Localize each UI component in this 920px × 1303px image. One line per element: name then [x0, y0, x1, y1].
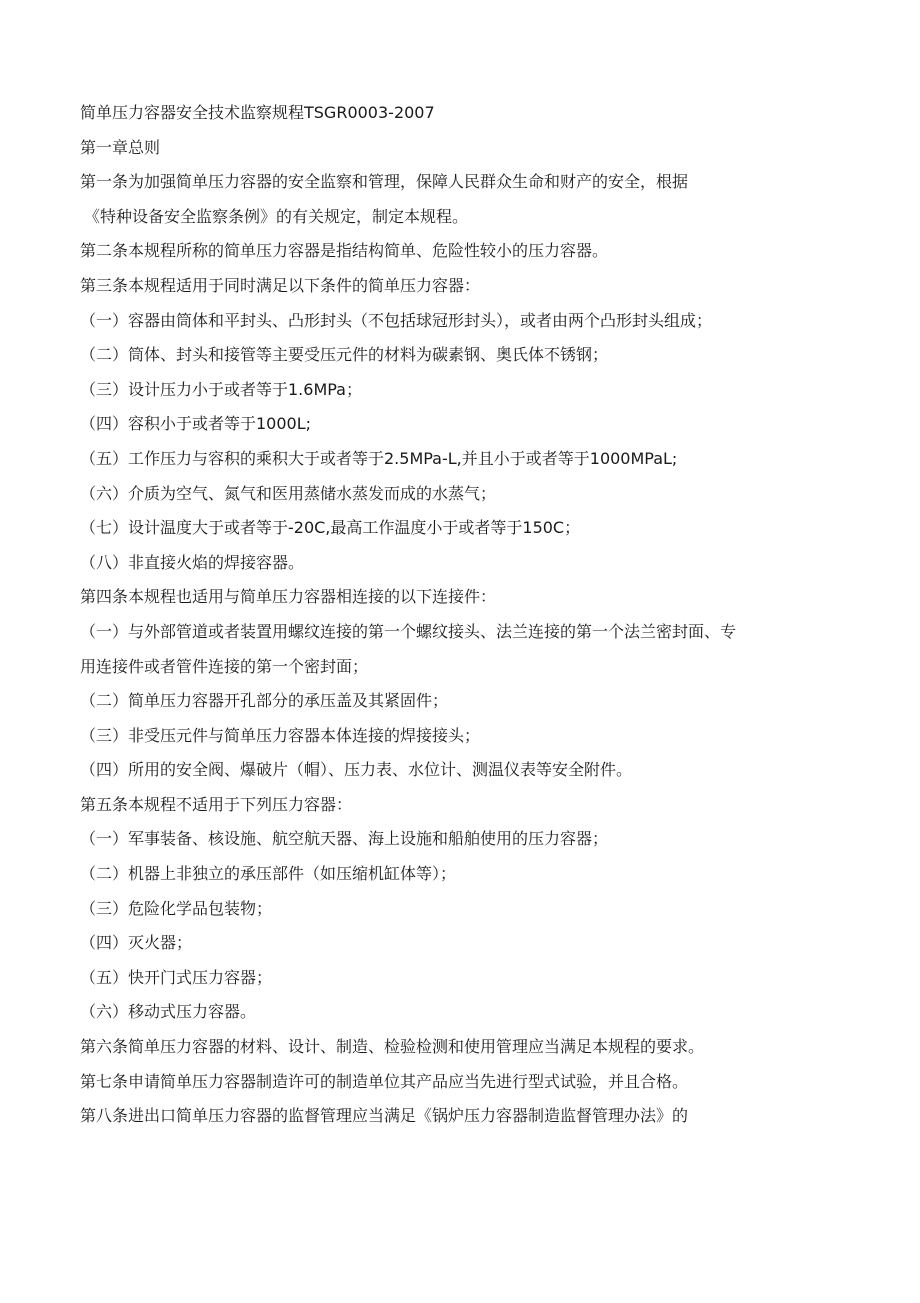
list-item: （四）所用的安全阀、爆破片（帽）、压力表、水位计、测温仪表等安全附件。 [80, 760, 633, 780]
list-item: （七）设计温度大于或者等于-20C,最高工作温度小于或者等于150C； [80, 518, 581, 538]
paragraph-line: 用连接件或者管件连接的第一个密封面； [80, 656, 369, 676]
list-item: （八）非直接火焰的焊接容器。 [80, 552, 305, 572]
paragraph-line: 第一条为加强简单压力容器的安全监察和管理，保障人民群众生命和财产的安全，根据 [80, 172, 689, 192]
document-body [80, 96, 860, 1134]
list-item: （四）容积小于或者等于1000L; [80, 414, 312, 434]
paragraph-line: 第四条本规程也适用与简单压力容器相连接的以下连接件： [80, 587, 497, 607]
chapter-heading: 第一章总则 [80, 137, 161, 157]
list-item: （六）移动式压力容器。 [80, 1002, 257, 1022]
list-item: （五）快开门式压力容器； [80, 967, 273, 987]
paragraph-line: 第七条申请简单压力容器制造许可的制造单位其产品应当先进行型式试验，并且合格。 [80, 1071, 689, 1091]
document-title: 简单压力容器安全技术监察规程TSGR0003-2007 [80, 103, 435, 122]
list-item: （六）介质为空气、氮气和医用蒸储水蒸发而成的水蒸气； [80, 483, 497, 503]
list-item: （二）简单压力容器开孔部分的承压盖及其紧固件； [80, 691, 449, 711]
list-item: （一）与外部管道或者装置用螺纹连接的第一个螺纹接头、法兰连接的第一个法兰密封面、专 [80, 621, 737, 641]
paragraph-line: 第二条本规程所称的简单压力容器是指结构简单、危险性较小的压力容器。 [80, 241, 609, 261]
list-item: （三）危险化学品包装物； [80, 898, 273, 918]
list-item: （三）设计压力小于或者等于1.6MPa； [80, 379, 362, 399]
list-item: （二）筒体、封头和接管等主要受压元件的材料为碳素钢、奥氏体不锈钢； [80, 345, 609, 365]
list-item: （一）容器由筒体和平封头、凸形封头（不包括球冠形封头），或者由两个凸形封头组成； [80, 310, 713, 330]
list-item: （四）灭火器； [80, 933, 193, 953]
paragraph-line: 第六条简单压力容器的材料、设计、制造、检验检测和使用管理应当满足本规程的要求。 [80, 1037, 705, 1057]
paragraph-line: 第三条本规程适用于同时满足以下条件的简单压力容器： [80, 275, 481, 295]
list-item: （三）非受压元件与简单压力容器本体连接的焊接接头； [80, 725, 481, 745]
list-item: （二）机器上非独立的承压部件（如压缩机缸体等）； [80, 864, 457, 884]
paragraph-line: 第八条进出口简单压力容器的监督管理应当满足《锅炉压力容器制造监督管理办法》的 [80, 1106, 689, 1126]
paragraph-line: 《特种设备安全监察条例》的有关规定，制定本规程。 [84, 206, 469, 226]
paragraph-line: 第五条本规程不适用于下列压力容器： [80, 794, 353, 814]
list-item: （五）工作压力与容积的乘积大于或者等于2.5MPa-L,并且小于或者等于1000MPaL; [80, 448, 678, 468]
list-item: （一）军事装备、核设施、航空航天器、海上设施和船舶使用的压力容器； [80, 829, 609, 849]
